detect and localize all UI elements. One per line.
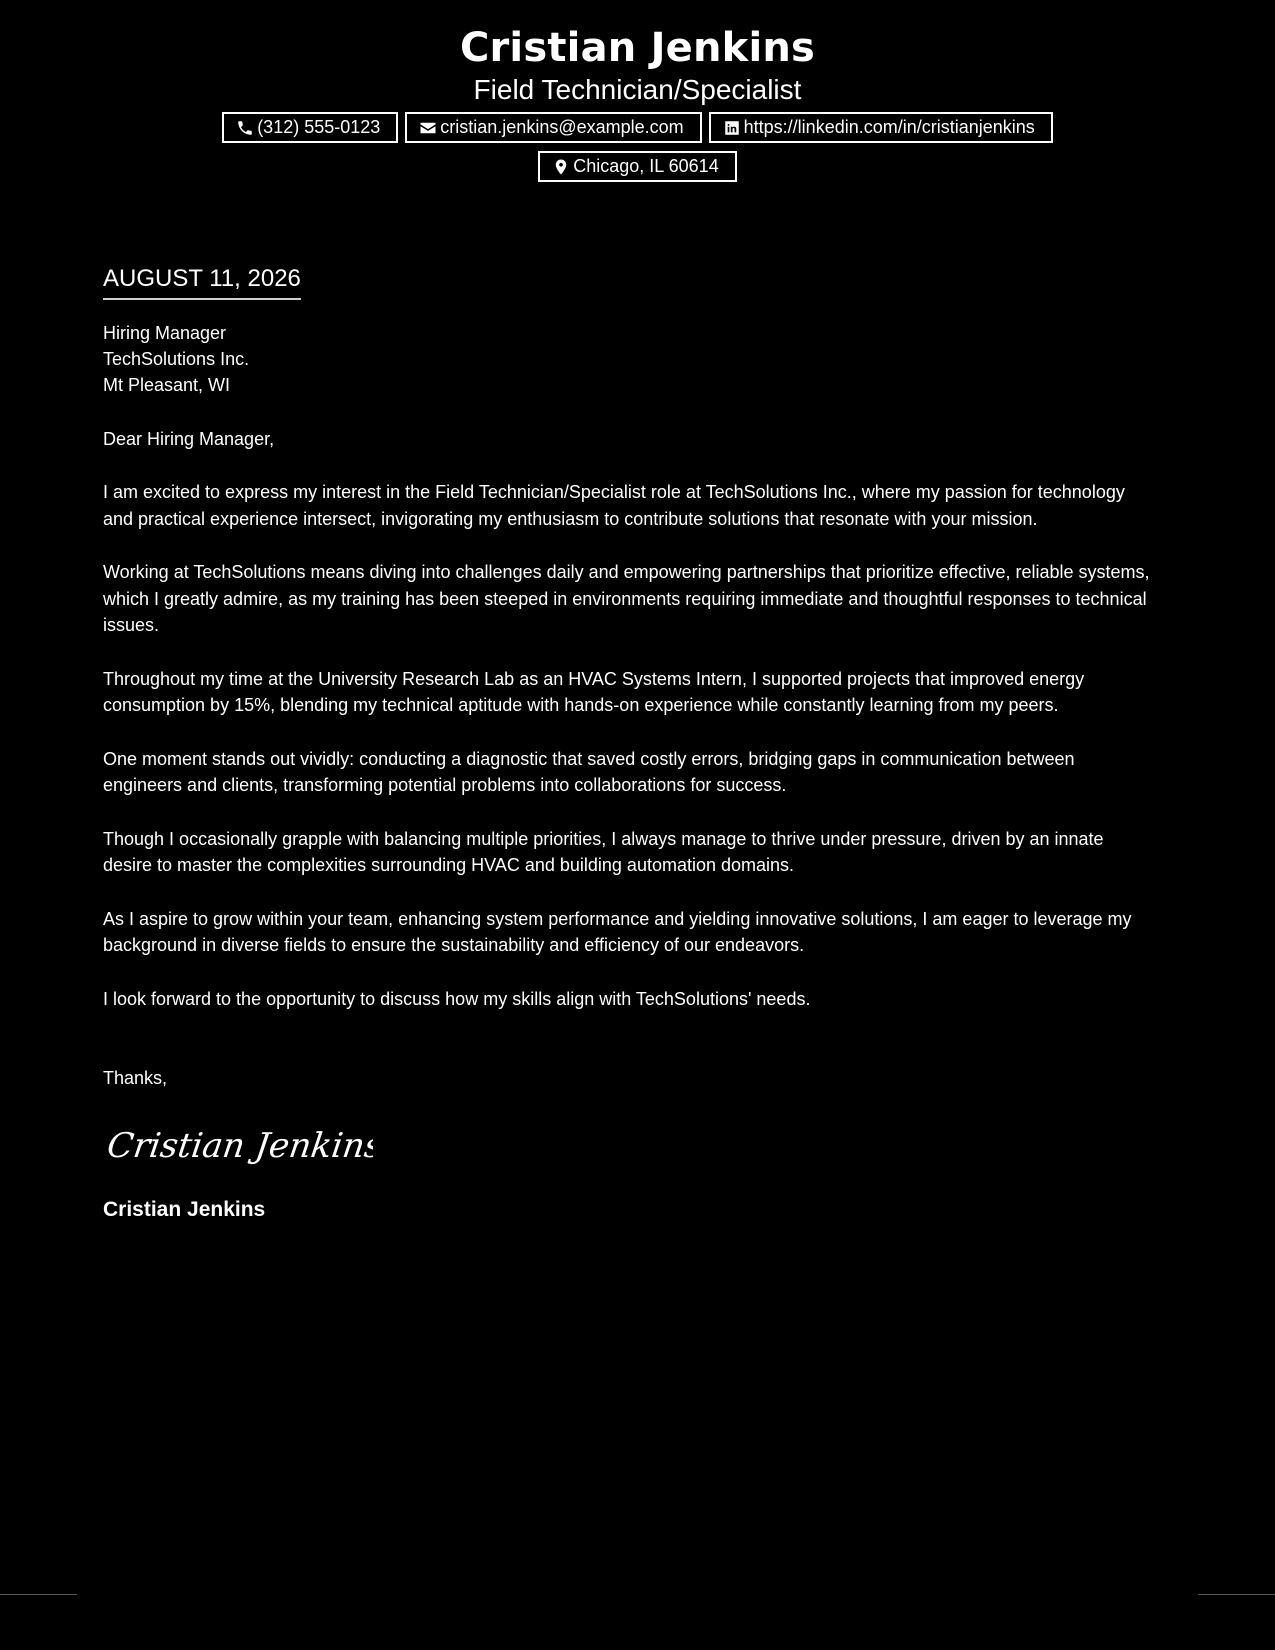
body-paragraph: I look forward to the opportunity to discuss how my skills align with TechSolutions' needs. (103, 988, 811, 1009)
handwritten-signature (103, 1121, 373, 1169)
body-paragraph: Though I occasionally grapple with balancing multiple priorities, I always manage to thrive under pressure, driven by an innate desire to master the complexities surrounding HVAC and building automation domains. (103, 828, 1104, 875)
letter-header (0, 0, 1275, 182)
salutation: Dear Hiring Manager, (103, 429, 275, 449)
map-pin-icon (552, 158, 570, 176)
applicant-title: Field Technician/Specialist (473, 74, 802, 105)
body-paragraph: Throughout my time at the University Research Lab as an HVAC Systems Intern, I supported projects that improved energy consumption by 15%, blending my technical aptitude with hands-on experience while constantly learning from my peers. (103, 668, 1085, 715)
contact-email[interactable] (405, 112, 701, 143)
contact-location[interactable] (538, 151, 736, 182)
body-paragraph: Working at TechSolutions means diving into challenges daily and empowering partnerships that prioritize effective, reliable systems, which I greatly admire, as my training has been steeped in environments requiring immediate and thoughtful responses to technical issues. (103, 562, 1150, 635)
footer-rule-left (0, 1594, 77, 1595)
recipient-company: TechSolutions Inc. (103, 349, 250, 369)
recipient-name: Hiring Manager (103, 323, 227, 343)
letter-date: AUGUST 11, 2026 (103, 264, 301, 300)
applicant-name: Cristian Jenkins (459, 25, 816, 71)
body-paragraph: I am excited to express my interest in the Field Technician/Specialist role at TechSolutions Inc., where my passion for technology and practical experience intersect, invigorating my enthusiasm to contribute solutions that resonate with your mission. (103, 482, 1125, 529)
closing: Thanks, (103, 1068, 168, 1088)
contact-linkedin[interactable] (709, 112, 1053, 143)
signed-name: Cristian Jenkins (103, 1198, 266, 1221)
phone-icon (236, 119, 254, 137)
contact-phone[interactable] (222, 112, 398, 143)
linkedin-text: https://linkedin.com/in/cristianjenkins (743, 117, 1035, 137)
contact-bar (158, 112, 1118, 182)
signature-text: Cristian Jenkins (104, 1126, 373, 1166)
location-text: Chicago, IL 60614 (573, 156, 719, 176)
envelope-icon (419, 119, 437, 137)
body-paragraph: As I aspire to grow within your team, enhancing system performance and yielding innovative solutions, I am eager to leverage my background in diverse fields to ensure the sustainability and efficiency of our endeavors. (103, 908, 1132, 955)
recipient-block (103, 320, 1153, 398)
linkedin-icon (723, 119, 741, 137)
letter-body (103, 264, 1153, 1224)
recipient-location: Mt Pleasant, WI (103, 375, 231, 395)
phone-text: (312) 555-0123 (257, 117, 381, 137)
body-paragraph: One moment stands out vividly: conducting a diagnostic that saved costly errors, bridging gaps in communication between engineers and clients, transforming potential problems into collaborations for success. (103, 748, 1075, 795)
email-text: cristian.jenkins@example.com (440, 117, 684, 137)
footer-rule-right (1198, 1594, 1275, 1595)
